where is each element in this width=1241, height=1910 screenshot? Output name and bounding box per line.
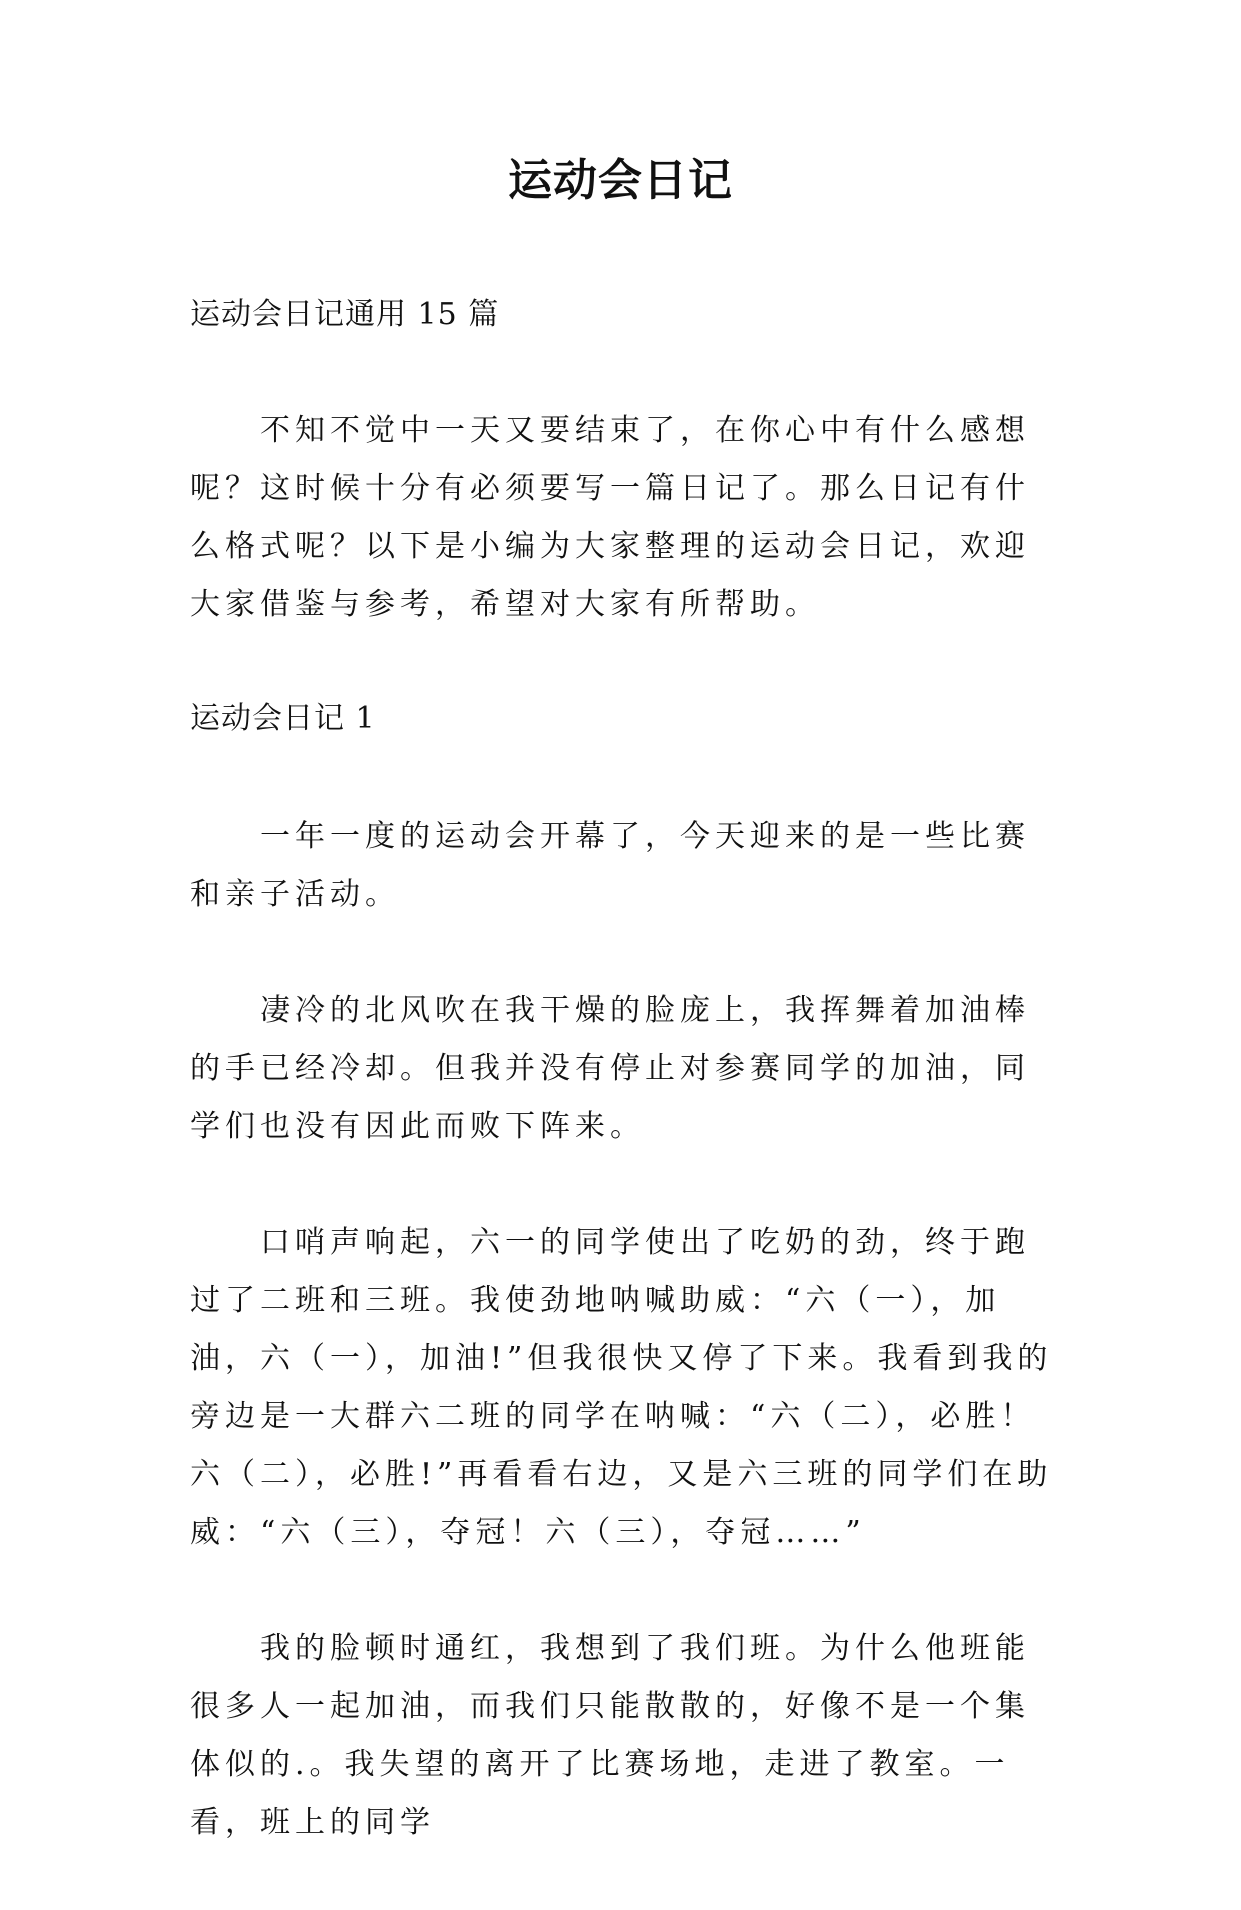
entry-body	[190, 750, 1060, 1910]
document-subtitle: 运动会日记通用 15 篇	[190, 297, 500, 332]
entry-paragraph: 口哨声响起，六一的同学使出了吃奶的劲，终于跑过了二班和三班。我使劲地呐喊助威：“六（一），加油，六（一），加油!”但我很快又停了下来。我看到我的旁边是一大群六二班的同学在呐喊：“六（二），必胜！六（二），必胜!”再看看右边，又是六三班的同学们在助威：“六（三），夺冠！六（三），夺冠……”	[190, 1225, 1053, 1550]
entry-paragraph: 凄冷的北风吹在我干燥的脸庞上，我挥舞着加油棒的手已经冷却。但我并没有停止对参赛同学的加油，同学们也没有因此而败下阵来。	[190, 993, 1030, 1144]
entry-paragraph: 我的脸顿时通红，我想到了我们班。为什么他班能很多人一起加油，而我们只能散散的，好像不是一个集体似的.。我失望的离开了比赛场地，走进了教室。一看，班上的同学	[190, 1631, 1030, 1840]
document-title: 运动会日记	[508, 155, 733, 206]
intro-paragraph: 不知不觉中一天又要结束了，在你心中有什么感想呢？这时候十分有必须要写一篇日记了。那么日记有什么格式呢？以下是小编为大家整理的运动会日记，欢迎大家借鉴与参考，希望对大家有所帮助。	[190, 413, 1030, 622]
entry-heading: 运动会日记 1	[190, 701, 376, 736]
entry-paragraph: 一年一度的运动会开幕了，今天迎来的是一些比赛和亲子活动。	[190, 819, 1030, 912]
